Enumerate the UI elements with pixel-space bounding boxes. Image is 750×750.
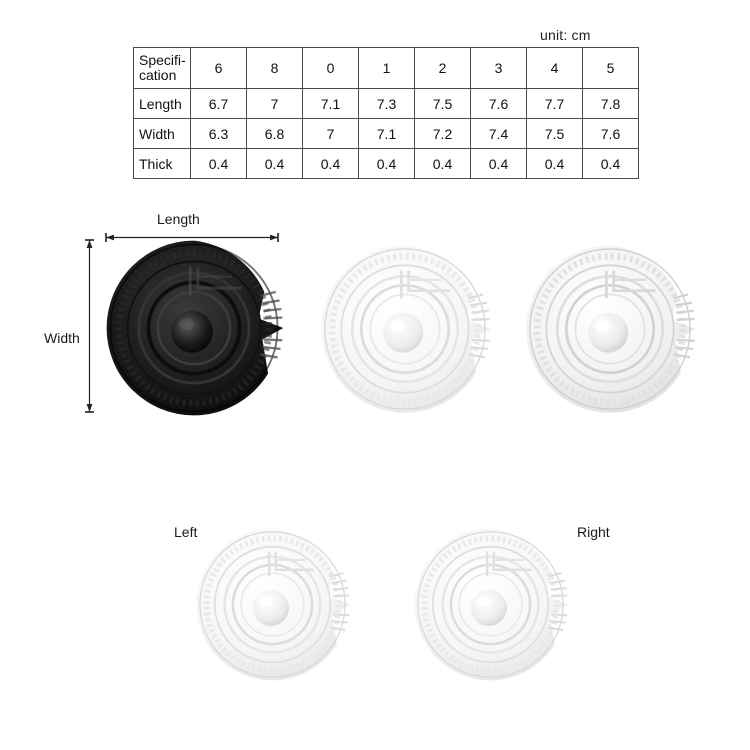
- specification-table: [133, 47, 639, 179]
- table-cell: 0.4: [527, 149, 583, 179]
- width-dimension-arrow: [84, 237, 95, 415]
- table-cell: 0.4: [191, 149, 247, 179]
- table-row: [134, 149, 639, 179]
- column-header: 3: [471, 48, 527, 89]
- right-annotation-label: Right: [577, 524, 610, 540]
- table-row: [134, 89, 639, 119]
- table-cell: 7.1: [359, 119, 415, 149]
- table-cell: 7.8: [583, 89, 639, 119]
- table-cell: 7.1: [303, 89, 359, 119]
- column-header: 2: [415, 48, 471, 89]
- left-annotation-label: Left: [174, 524, 198, 540]
- column-header: 5: [583, 48, 639, 89]
- length-annotation-label: Length: [157, 211, 200, 227]
- column-header: 0: [303, 48, 359, 89]
- heel-pad-white-opaque: [519, 238, 701, 420]
- table-cell: 6.7: [191, 89, 247, 119]
- row-label: Width: [134, 119, 191, 149]
- heel-pad-right: [408, 522, 573, 687]
- table-cell: 7.3: [359, 89, 415, 119]
- table-cell: 0.4: [471, 149, 527, 179]
- table-cell: 7: [247, 89, 303, 119]
- table-cell: 0.4: [415, 149, 471, 179]
- width-annotation-label: Width: [44, 330, 80, 346]
- table-cell: 7.7: [527, 89, 583, 119]
- table-cell: 7.4: [471, 119, 527, 149]
- table-cell: 6.8: [247, 119, 303, 149]
- table-cell: 0.4: [583, 149, 639, 179]
- table-header-row: [134, 48, 639, 89]
- row-label: Thick: [134, 149, 191, 179]
- column-header: 1: [359, 48, 415, 89]
- table-cell: 0.4: [359, 149, 415, 179]
- heel-pad-left: [190, 522, 355, 687]
- unit-note: unit: cm: [540, 27, 591, 43]
- spec-header-line2: cation: [139, 67, 177, 83]
- spec-header-line1: Specifi-: [139, 52, 186, 69]
- row-label: Length: [134, 89, 191, 119]
- column-header: 6: [191, 48, 247, 89]
- heel-pad-white-translucent: [314, 238, 496, 420]
- table-cell: 0.4: [247, 149, 303, 179]
- table-cell: 7.5: [527, 119, 583, 149]
- heel-pad-black: [99, 233, 289, 423]
- table-cell: 7.6: [471, 89, 527, 119]
- table-header-specification: [134, 48, 191, 89]
- column-header: 8: [247, 48, 303, 89]
- table-cell: 0.4: [303, 149, 359, 179]
- table-cell: 6.3: [191, 119, 247, 149]
- table-cell: 7: [303, 119, 359, 149]
- table-cell: 7.5: [415, 89, 471, 119]
- table-cell: 7.6: [583, 119, 639, 149]
- column-header: 4: [527, 48, 583, 89]
- table-cell: 7.2: [415, 119, 471, 149]
- table-row: [134, 119, 639, 149]
